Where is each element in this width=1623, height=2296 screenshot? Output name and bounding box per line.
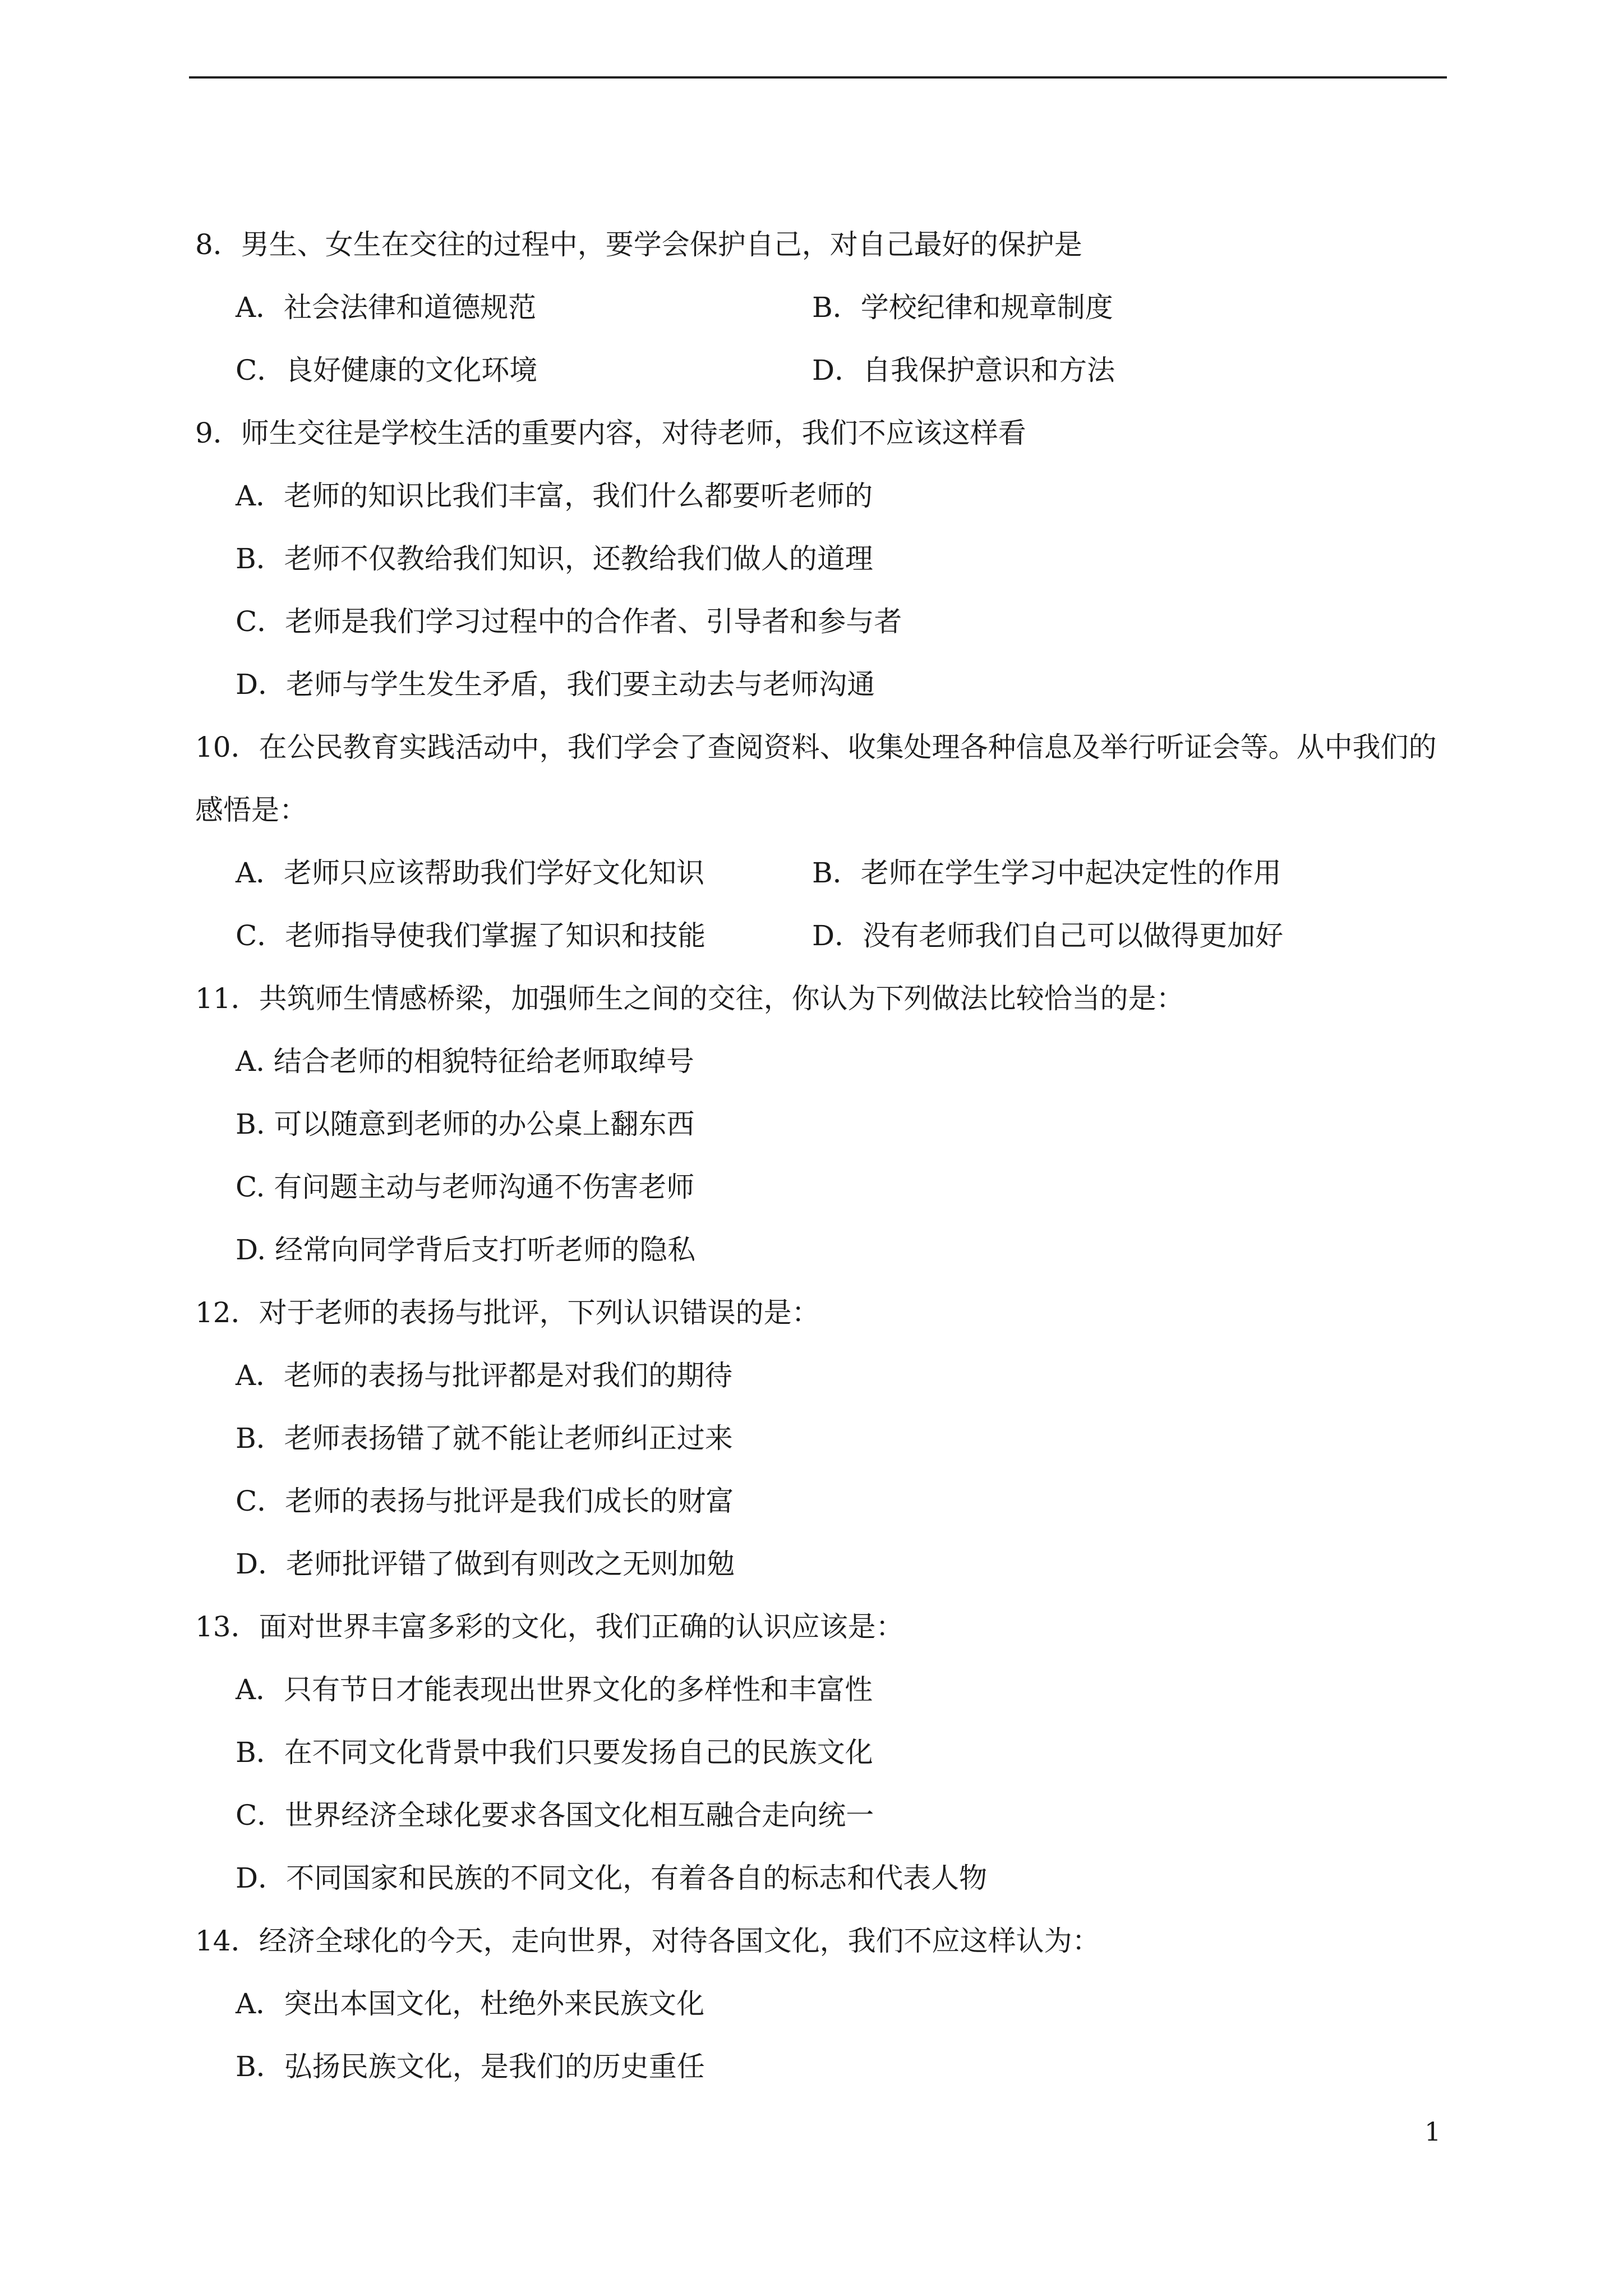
option-b: B．在不同文化背景中我们只要发扬自己的民族文化 <box>236 1736 873 1769</box>
option-a: A．老师的知识比我们丰富，我们什么都要听老师的 <box>236 480 873 512</box>
option-row <box>195 841 1446 904</box>
option-c: C．世界经济全球化要求各国文化相互融合走向统一 <box>236 1799 874 1832</box>
option-b: B．老师表扬错了就不能让老师纠正过来 <box>236 1422 733 1455</box>
question-stem: 10．在公民教育实践活动中，我们学会了查阅资料、收集处理各种信息及举行听证会等。从中我们的感悟是： <box>195 731 1437 826</box>
option-a: A．社会法律和道德规范 <box>236 291 537 324</box>
option-b: B．老师在学生学习中起决定性的作用 <box>812 857 1281 889</box>
option-a: A．只有节日才能表现出世界文化的多样性和丰富性 <box>236 1673 873 1706</box>
question-list <box>195 213 1446 2098</box>
option-a: A. 结合老师的相貌特征给老师取绰号 <box>236 1045 694 1078</box>
option-b: B．老师不仅教给我们知识，还教给我们做人的道理 <box>236 542 873 575</box>
question-stem: 12．对于老师的表扬与批评，下列认识错误的是： <box>195 1296 820 1329</box>
question-stem: 8．男生、女生在交往的过程中，要学会保护自己，对自己最好的保护是 <box>195 228 1082 261</box>
option-row <box>195 339 1446 402</box>
option-b: B. 可以随意到老师的办公桌上翻东西 <box>236 1108 695 1140</box>
question-13 <box>195 1595 1446 1910</box>
option-c: C. 有问题主动与老师沟通不伤害老师 <box>236 1171 695 1203</box>
option-d: D．没有老师我们自己可以做得更加好 <box>812 919 1284 952</box>
question-14 <box>195 1910 1446 2098</box>
header-rule <box>189 76 1447 79</box>
option-c: C．老师指导使我们掌握了知识和技能 <box>236 919 706 952</box>
question-stem: 11．共筑师生情感桥梁，加强师生之间的交往，你认为下列做法比较恰当的是： <box>195 982 1184 1015</box>
question-11 <box>195 967 1446 1281</box>
question-8 <box>195 213 1446 402</box>
option-d: D．自我保护意识和方法 <box>812 354 1115 386</box>
option-row <box>195 276 1446 339</box>
option-row <box>195 904 1446 967</box>
question-stem: 13．面对世界丰富多彩的文化，我们正确的认识应该是： <box>195 1611 904 1643</box>
option-d: D．不同国家和民族的不同文化，有着各自的标志和代表人物 <box>236 1862 988 1894</box>
option-b: B．弘扬民族文化，是我们的历史重任 <box>236 2050 705 2083</box>
option-c: C．老师的表扬与批评是我们成长的财富 <box>236 1485 734 1517</box>
question-stem: 14．经济全球化的今天，走向世界，对待各国文化，我们不应这样认为： <box>195 1925 1100 1957</box>
question-9 <box>195 402 1446 716</box>
option-a: A．老师只应该帮助我们学好文化知识 <box>236 857 705 889</box>
option-d: D. 经常向同学背后支打听老师的隐私 <box>236 1234 696 1266</box>
option-c: C．良好健康的文化环境 <box>236 354 538 386</box>
page-number: 1 <box>1424 2116 1441 2147</box>
question-10 <box>195 716 1446 967</box>
option-b: B．学校纪律和规章制度 <box>812 291 1113 324</box>
option-d: D．老师与学生发生矛盾，我们要主动去与老师沟通 <box>236 668 875 701</box>
option-d: D．老师批评错了做到有则改之无则加勉 <box>236 1548 735 1580</box>
option-a: A．突出本国文化，杜绝外来民族文化 <box>236 1987 705 2020</box>
option-a: A．老师的表扬与批评都是对我们的期待 <box>236 1359 733 1392</box>
question-12 <box>195 1281 1446 1595</box>
question-stem: 9．师生交往是学校生活的重要内容，对待老师，我们不应该这样看 <box>195 417 1026 449</box>
option-c: C．老师是我们学习过程中的合作者、引导者和参与者 <box>236 605 902 638</box>
